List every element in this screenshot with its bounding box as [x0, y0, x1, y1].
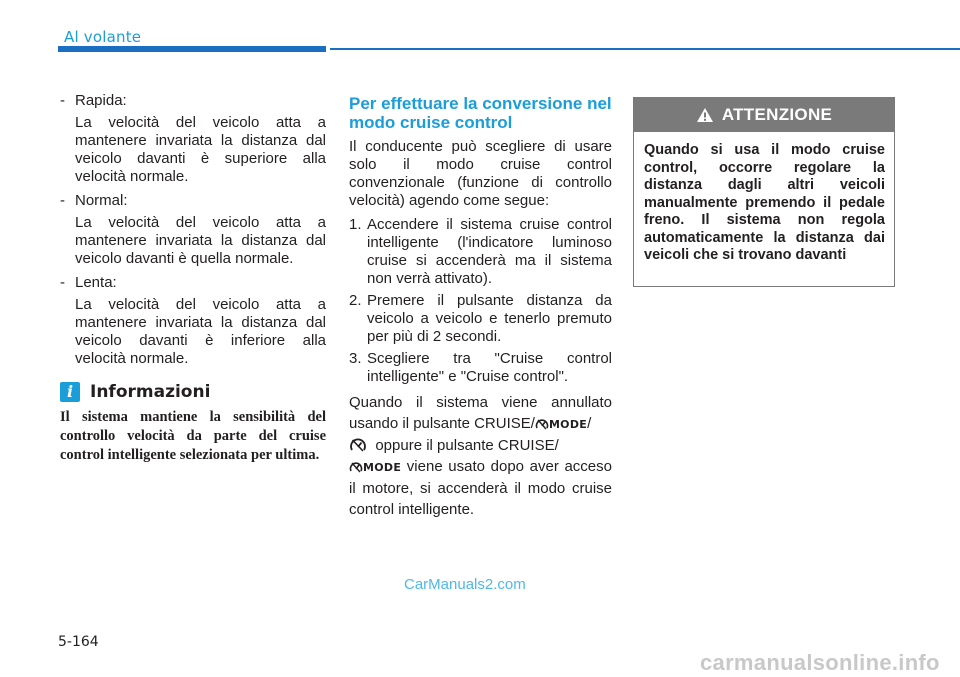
page-number: 5-164 — [58, 634, 99, 650]
speed-item-rapida: - Rapida: La velocità del veicolo atta a mantenere invariata la distanza dal veicolo davanti è superiore alla velocità normale. — [60, 92, 326, 185]
list-item: 3. Scegliere tra "Cruise control intelligente" e "Cruise control". — [349, 350, 612, 385]
mode-label: MODE — [548, 418, 588, 431]
info-icon: i — [60, 382, 80, 402]
item-label: Normal: — [75, 192, 128, 209]
list-item: 2. Premere il pulsante distanza da veicolo a veicolo e tenerlo premuto per più di 2 secondi. — [349, 292, 612, 345]
warning-header — [634, 98, 894, 132]
item-body: La velocità del veicolo atta a mantenere invariata la distanza dal veicolo davanti è quella normale. — [75, 214, 326, 267]
watermark-bottom: carmanualsonline.info — [700, 650, 940, 675]
info-header — [60, 382, 326, 402]
speed-item-normal: - Normal: La velocità del veicolo atta a mantenere invariata la distanza dal veicolo davanti è quella normale. — [60, 192, 326, 267]
conversion-intro: Il conducente può scegliere di usare solo il modo cruise control convenzionale (funzione di controllo velocità) agendo come segue: — [349, 138, 612, 209]
cruise-gauge-icon — [535, 418, 549, 430]
header-rule-thick — [58, 46, 326, 52]
header-rule-thin — [330, 48, 960, 50]
warning-box — [633, 97, 895, 287]
conversion-closing: Quando il sistema viene annullato usando il pulsante CRUISE/ MODE/ oppure il pulsante CRUISE/ MODE viene usato dopo aver acceso il motore, si accenderà il modo cruise control intelligente. — [349, 394, 612, 518]
warning-title: ATTENZIONE — [721, 105, 833, 124]
watermark-top: CarManuals2.com — [404, 576, 526, 593]
item-body: La velocità del veicolo atta a mantenere invariata la distanza dal veicolo davanti è superiore alla velocità normale. — [75, 114, 326, 185]
item-body: La velocità del veicolo atta a mantenere invariata la distanza dal veicolo davanti è inferiore alla velocità normale. — [75, 296, 326, 367]
middle-column — [349, 94, 612, 520]
item-label: Rapida: — [75, 92, 127, 109]
item-label: Lenta: — [75, 274, 117, 291]
warning-text: Quando si usa il modo cruise control, occorre regolare la distanza dagli altri veicoli manualmente premendo il pedale freno. Il sistema non regola automaticamente la distanza dai veicoli che si trovano davanti — [644, 142, 885, 263]
left-column — [60, 92, 326, 465]
cruise-gauge-icon — [349, 438, 367, 452]
mode-label: MODE — [363, 461, 402, 474]
conversion-steps — [349, 216, 612, 386]
info-text: Il sistema mantiene la sensibilità del controllo velocità da parte del cruise control intelligente selezionata per ultima. — [60, 409, 326, 463]
conversion-heading: Per effettuare la conversione nel modo cruise control — [349, 94, 612, 132]
speed-item-lenta: - Lenta: La velocità del veicolo atta a mantenere invariata la distanza dal veicolo davanti è inferiore alla velocità normale. — [60, 274, 326, 367]
cruise-gauge-icon — [349, 461, 363, 473]
warning-triangle-icon — [696, 107, 714, 123]
info-title: Informazioni — [90, 382, 211, 402]
section-title: Al volante — [64, 28, 142, 46]
list-item: 1. Accendere il sistema cruise control intelligente (l'indicatore luminoso cruise si accenderà ma il sistema non verrà attivato). — [349, 216, 612, 287]
